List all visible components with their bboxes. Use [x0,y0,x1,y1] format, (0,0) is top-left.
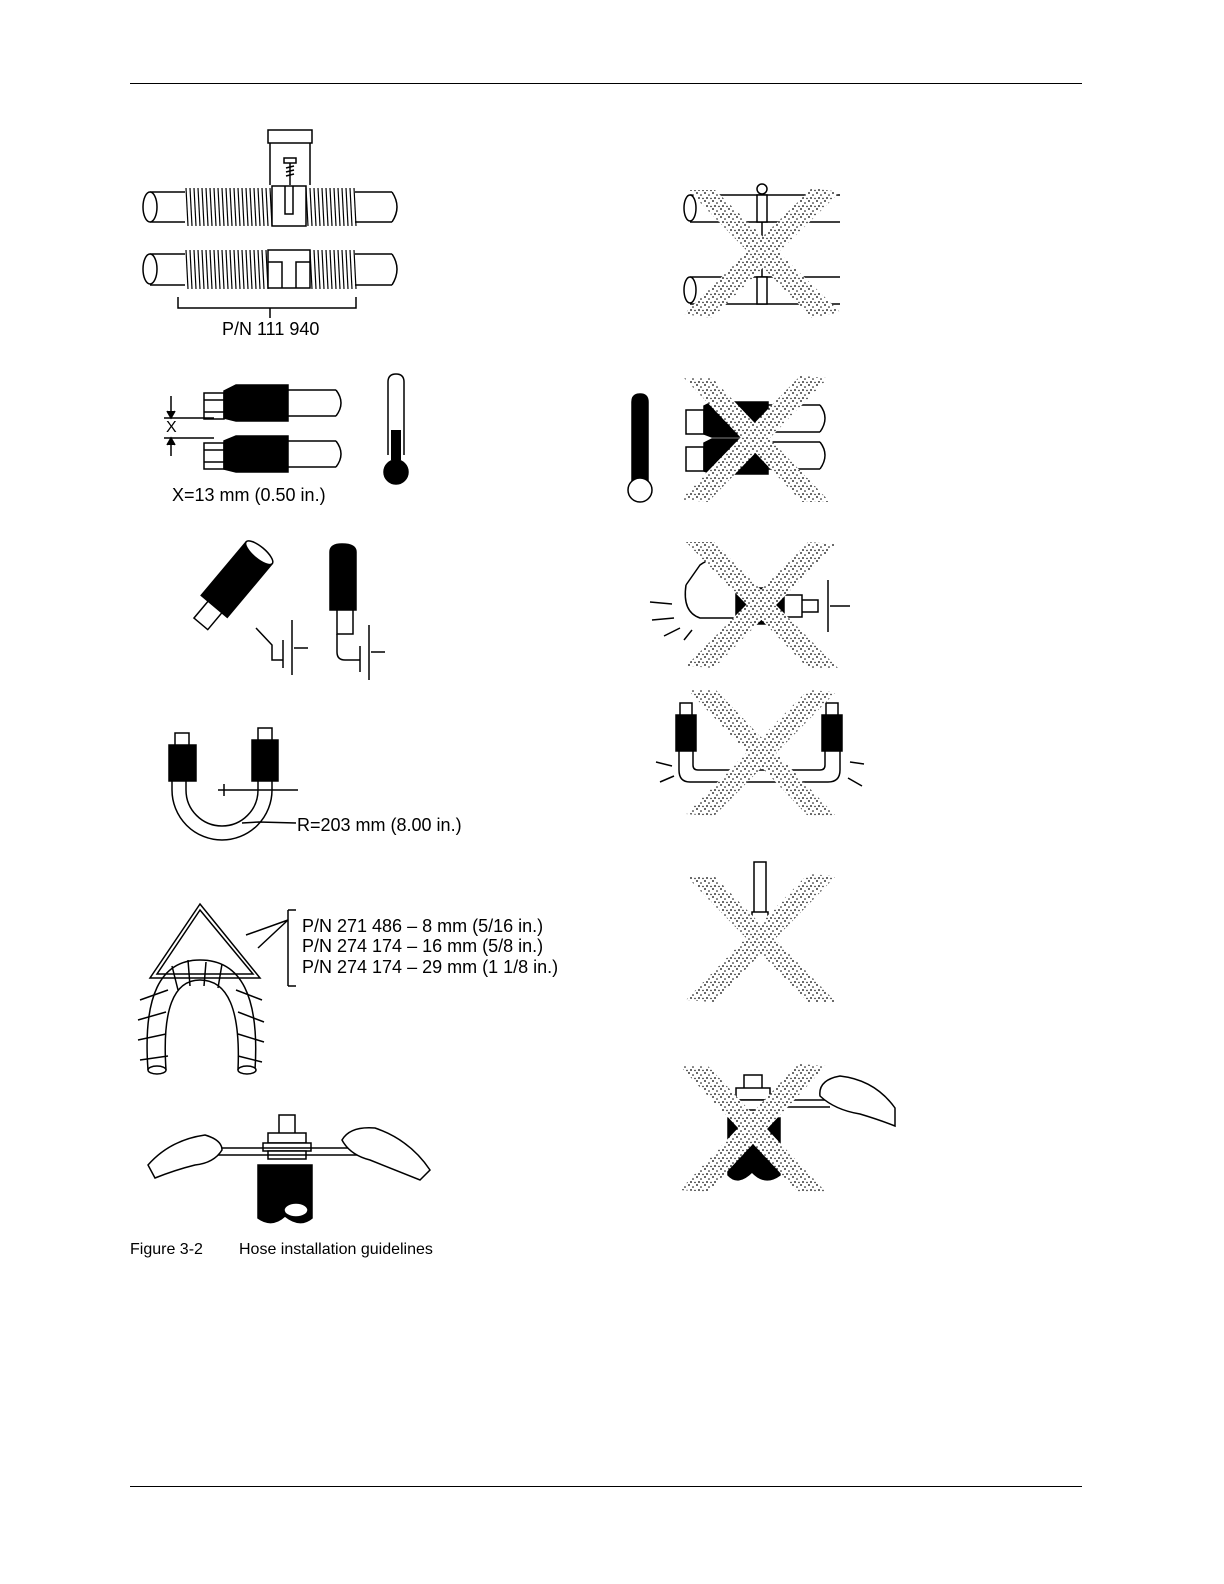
bend-radius-dimension: R=203 mm (8.00 in.) [297,815,462,835]
hose-spacing-correct [164,374,408,484]
figure-number: Figure 3-2 [130,1241,203,1258]
spring-guard-hoses-correct [143,130,397,318]
bend-restrictor-part-2: P/N 274 174 – 16 mm (5/8 in.) [302,936,544,956]
spacing-dimension: X=13 mm (0.50 in.) [172,485,326,505]
elbow-fittings-correct [187,537,385,680]
spacing-symbol: X [166,419,177,436]
bend-restrictors-correct [138,904,296,1074]
cross-r3 [686,542,838,668]
bend-restrictor-part-1: P/N 271 486 – 8 mm (5/16 in.) [302,916,544,936]
figure-title: Hose installation guidelines [239,1241,433,1258]
bend-radius-correct [169,728,298,840]
two-wrench-tightening-correct [148,1115,430,1223]
cross-r2 [680,376,830,502]
cross-r4 [686,690,836,816]
spring-part-number: P/N 111 940 [222,319,320,339]
bend-restrictor-part-3: P/N 274 174 – 29 mm (1 1/8 in.) [302,957,559,977]
